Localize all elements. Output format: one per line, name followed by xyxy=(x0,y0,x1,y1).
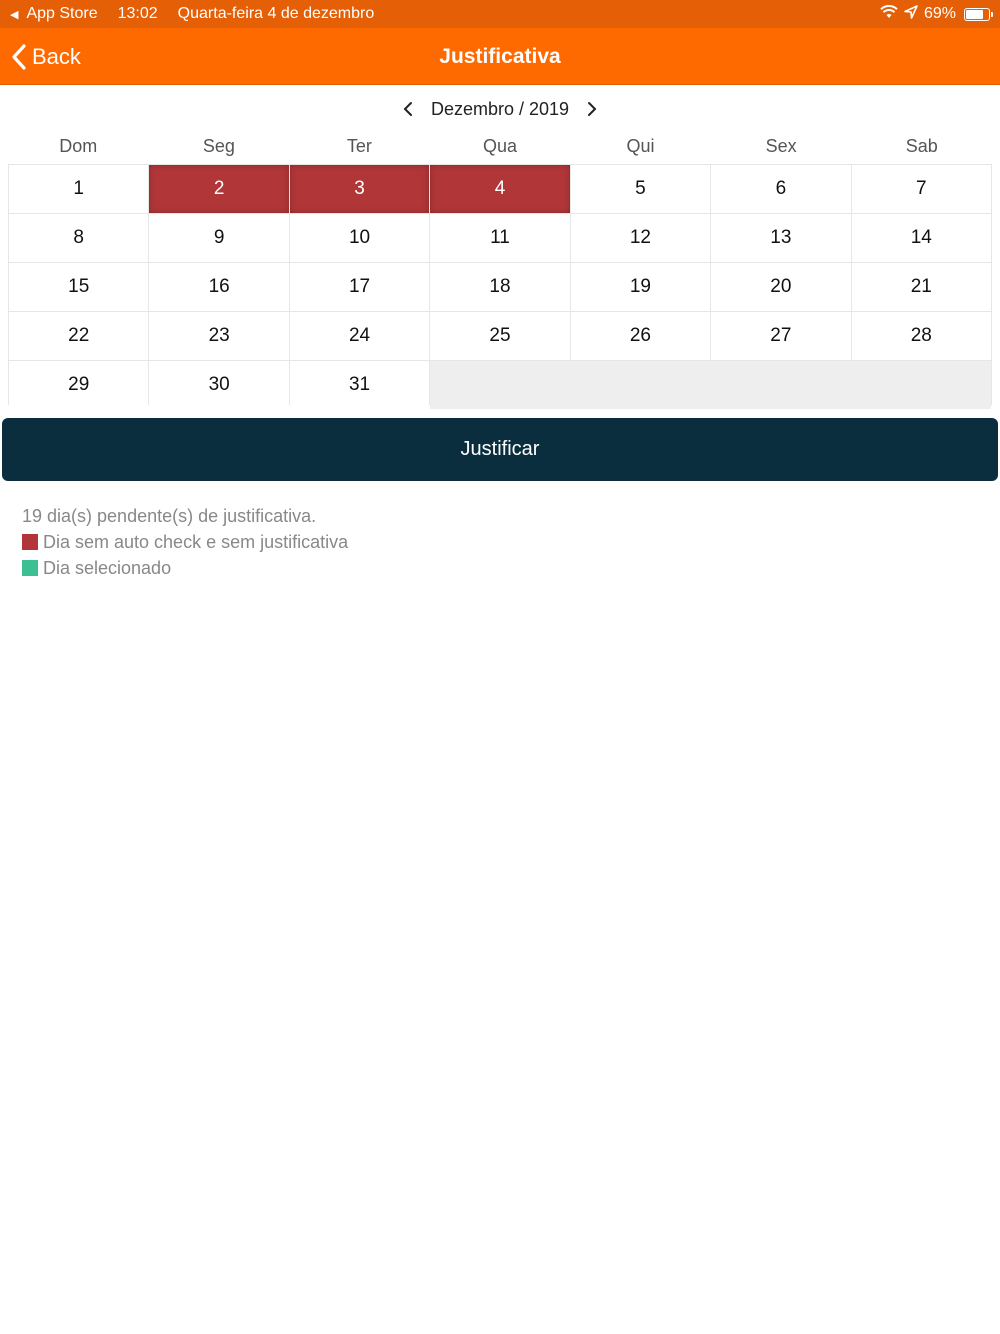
calendar-day[interactable]: 21 xyxy=(852,263,991,311)
chevron-left-icon xyxy=(10,43,28,71)
calendar-day[interactable]: 15 xyxy=(9,263,148,311)
calendar-day[interactable]: 11 xyxy=(430,214,569,262)
weekday-label: Ter xyxy=(346,136,372,156)
wifi-icon xyxy=(880,5,898,24)
calendar-grid xyxy=(8,164,992,405)
back-button[interactable] xyxy=(10,28,81,85)
calendar-day[interactable]: 4 xyxy=(430,165,569,213)
month-label: Dezembro / 2019 xyxy=(430,98,570,119)
calendar-day[interactable]: 26 xyxy=(571,312,710,360)
calendar-day[interactable]: 12 xyxy=(571,214,710,262)
calendar-day[interactable]: 5 xyxy=(571,165,710,213)
weekday-header xyxy=(8,130,992,164)
calendar-day[interactable]: 16 xyxy=(149,263,288,311)
calendar-day[interactable]: 9 xyxy=(149,214,288,262)
chevron-left-icon xyxy=(403,101,413,117)
pending-count: 19 dia(s) pendente(s) de justificativa. xyxy=(22,505,317,526)
weekday-label: Qui xyxy=(626,136,655,156)
status-time: 13:02 xyxy=(117,5,158,22)
month-navigator xyxy=(0,94,1000,124)
location-icon xyxy=(904,5,918,24)
calendar-day[interactable]: 28 xyxy=(852,312,991,360)
calendar-day[interactable]: 20 xyxy=(711,263,850,311)
calendar-day[interactable]: 31 xyxy=(290,361,429,409)
calendar-day[interactable]: 2 xyxy=(149,165,288,213)
battery-icon xyxy=(964,8,990,21)
calendar-day[interactable]: 18 xyxy=(430,263,569,311)
calendar-day[interactable]: 14 xyxy=(852,214,991,262)
calendar-day[interactable]: 3 xyxy=(290,165,429,213)
status-date: Quarta-feira 4 de dezembro xyxy=(177,5,375,22)
calendar-day[interactable]: 23 xyxy=(149,312,288,360)
weekday-label: Sab xyxy=(905,136,938,156)
back-to-app-icon[interactable]: ◀ xyxy=(10,8,19,21)
legend xyxy=(22,503,348,581)
legend-no-check-label: Dia sem auto check e sem justificativa xyxy=(43,531,349,552)
no-check-swatch xyxy=(22,534,38,550)
justify-button[interactable]: Justificar xyxy=(2,418,998,481)
status-bar xyxy=(0,0,1000,28)
calendar-day[interactable]: 19 xyxy=(571,263,710,311)
calendar-day[interactable]: 1 xyxy=(9,165,148,213)
chevron-right-icon xyxy=(587,101,597,117)
calendar-day[interactable]: 22 xyxy=(9,312,148,360)
back-button-label: Back xyxy=(32,43,81,69)
next-month-button[interactable] xyxy=(583,98,601,120)
calendar-day[interactable]: 25 xyxy=(430,312,569,360)
selected-swatch xyxy=(22,560,38,576)
legend-no-check xyxy=(22,529,348,555)
weekday-label: Dom xyxy=(59,136,98,156)
calendar-day[interactable]: 7 xyxy=(852,165,991,213)
weekday-label: Qua xyxy=(482,136,517,156)
back-to-app-label[interactable]: App Store xyxy=(26,5,98,22)
calendar-day[interactable]: 13 xyxy=(711,214,850,262)
legend-selected xyxy=(22,555,348,581)
page-title: Justificativa xyxy=(439,45,561,68)
weekday-label: Sex xyxy=(765,136,797,156)
weekday-label: Seg xyxy=(202,136,235,156)
calendar-day[interactable]: 30 xyxy=(149,361,288,409)
calendar-day[interactable]: 29 xyxy=(9,361,148,409)
empty-cells xyxy=(430,361,991,409)
calendar-day[interactable]: 6 xyxy=(711,165,850,213)
legend-selected-label: Dia selecionado xyxy=(43,557,172,578)
calendar-day[interactable]: 24 xyxy=(290,312,429,360)
battery-percent: 69% xyxy=(923,5,956,22)
calendar-day[interactable]: 17 xyxy=(290,263,429,311)
previous-month-button[interactable] xyxy=(399,98,417,120)
calendar-day[interactable]: 8 xyxy=(9,214,148,262)
calendar-day[interactable]: 27 xyxy=(711,312,850,360)
calendar-day[interactable]: 10 xyxy=(290,214,429,262)
navigation-bar xyxy=(0,28,1000,85)
